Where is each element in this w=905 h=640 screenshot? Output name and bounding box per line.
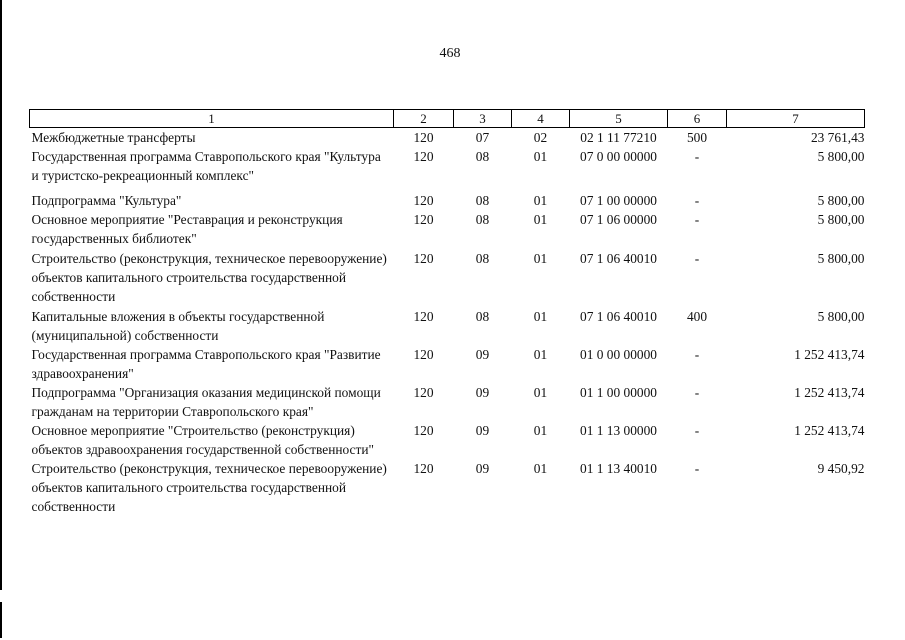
row-code-5: 07 1 06 40010 <box>580 309 657 324</box>
row-name: Основное мероприятие "Реставрация и реконструкция государственных библиотек" <box>31 212 343 246</box>
header-row <box>30 110 865 128</box>
row-code-6: - <box>694 149 700 164</box>
row-code-3: 08 <box>475 251 490 266</box>
row-amount: 1 252 413,74 <box>794 385 865 400</box>
table-row <box>30 185 865 210</box>
row-amount: 5 800,00 <box>817 309 865 324</box>
table-row <box>30 210 865 248</box>
budget-table <box>29 109 864 516</box>
row-name: Капитальные вложения в объекты государственной (муниципальной) собственности <box>31 309 325 343</box>
row-code-4: 01 <box>533 461 548 476</box>
header-cell: 1 <box>30 110 394 128</box>
row-amount: 5 800,00 <box>817 193 865 208</box>
row-code-5: 01 0 00 00000 <box>580 347 657 362</box>
row-code-3: 09 <box>475 347 490 362</box>
row-code-5: 07 1 06 00000 <box>580 212 657 227</box>
row-code-4: 01 <box>533 347 548 362</box>
row-code-2: 120 <box>413 193 434 208</box>
row-name: Межбюджетные трансферты <box>31 130 196 145</box>
row-code-6: 500 <box>686 130 708 145</box>
table-row <box>30 128 865 148</box>
row-amount: 5 800,00 <box>817 251 865 266</box>
row-code-4: 01 <box>533 385 548 400</box>
row-name: Государственная программа Ставропольского края "Развитие здравоохранения" <box>31 347 381 381</box>
row-code-6: 400 <box>686 309 708 324</box>
row-name: Подпрограмма "Культура" <box>31 193 182 208</box>
row-code-6: - <box>694 251 700 266</box>
row-amount: 23 761,43 <box>810 130 865 145</box>
row-code-3: 09 <box>475 423 490 438</box>
row-code-4: 01 <box>533 309 548 324</box>
row-name: Основное мероприятие "Строительство (реконструкция) объектов здравоохранения государственной собственности" <box>31 423 374 457</box>
table-row <box>30 383 865 421</box>
row-code-6: - <box>694 193 700 208</box>
row-code-2: 120 <box>413 461 434 476</box>
row-code-4: 01 <box>533 149 548 164</box>
row-code-4: 01 <box>533 212 548 227</box>
row-code-4: 01 <box>533 193 548 208</box>
table-row <box>30 147 865 185</box>
header-cell: 6 <box>668 110 727 128</box>
row-code-3: 09 <box>475 461 490 476</box>
header-cell: 3 <box>454 110 512 128</box>
row-code-2: 120 <box>413 423 434 438</box>
row-code-6: - <box>694 347 700 362</box>
row-code-3: 07 <box>475 130 490 145</box>
row-code-5: 07 1 06 40010 <box>580 251 657 266</box>
header-cell: 7 <box>727 110 865 128</box>
row-code-2: 120 <box>413 251 434 266</box>
row-code-5: 07 1 00 00000 <box>580 193 657 208</box>
row-amount: 5 800,00 <box>817 149 865 164</box>
row-code-2: 120 <box>413 149 434 164</box>
header-cell: 2 <box>394 110 454 128</box>
row-code-3: 08 <box>475 212 490 227</box>
row-code-2: 120 <box>413 309 434 324</box>
row-code-2: 120 <box>413 347 434 362</box>
header-cell: 5 <box>570 110 668 128</box>
row-code-6: - <box>694 212 700 227</box>
row-code-2: 120 <box>413 130 434 145</box>
row-code-3: 08 <box>475 309 490 324</box>
table-row <box>30 306 865 345</box>
row-code-5: 01 1 00 00000 <box>580 385 657 400</box>
table-row <box>30 421 865 459</box>
row-code-4: 02 <box>533 130 548 145</box>
row-code-5: 02 1 11 77210 <box>580 130 657 145</box>
page-number: 468 <box>439 46 461 61</box>
row-code-2: 120 <box>413 385 434 400</box>
table-row <box>30 459 865 516</box>
row-code-2: 120 <box>413 212 434 227</box>
row-code-6: - <box>694 385 700 400</box>
row-name: Подпрограмма "Организация оказания медицинской помощи гражданам на территории Ставропольского края" <box>31 385 381 419</box>
scan-edge-line <box>0 0 2 590</box>
row-amount: 5 800,00 <box>817 212 865 227</box>
row-name: Строительство (реконструкция, техническое перевооружение) объектов капитального строительства государственной собственности <box>31 251 387 304</box>
row-code-3: 08 <box>475 193 490 208</box>
row-code-6: - <box>694 423 700 438</box>
row-code-3: 09 <box>475 385 490 400</box>
row-code-3: 08 <box>475 149 490 164</box>
row-code-4: 01 <box>533 423 548 438</box>
row-code-4: 01 <box>533 251 548 266</box>
row-amount: 9 450,92 <box>817 461 865 476</box>
table-row <box>30 345 865 383</box>
table-row <box>30 248 865 306</box>
row-amount: 1 252 413,74 <box>794 347 865 362</box>
scan-edge-mark <box>0 602 2 638</box>
row-name: Государственная программа Ставропольского края "Культура и туристско-рекреационный комплекс" <box>31 149 381 183</box>
header-cell: 4 <box>512 110 570 128</box>
row-name: Строительство (реконструкция, техническое перевооружение) объектов капитального строительства государственной собственности <box>31 461 387 514</box>
row-amount: 1 252 413,74 <box>794 423 865 438</box>
row-code-6: - <box>694 461 700 476</box>
row-code-5: 07 0 00 00000 <box>580 149 657 164</box>
row-code-5: 01 1 13 00000 <box>580 423 657 438</box>
row-code-5: 01 1 13 40010 <box>580 461 657 476</box>
